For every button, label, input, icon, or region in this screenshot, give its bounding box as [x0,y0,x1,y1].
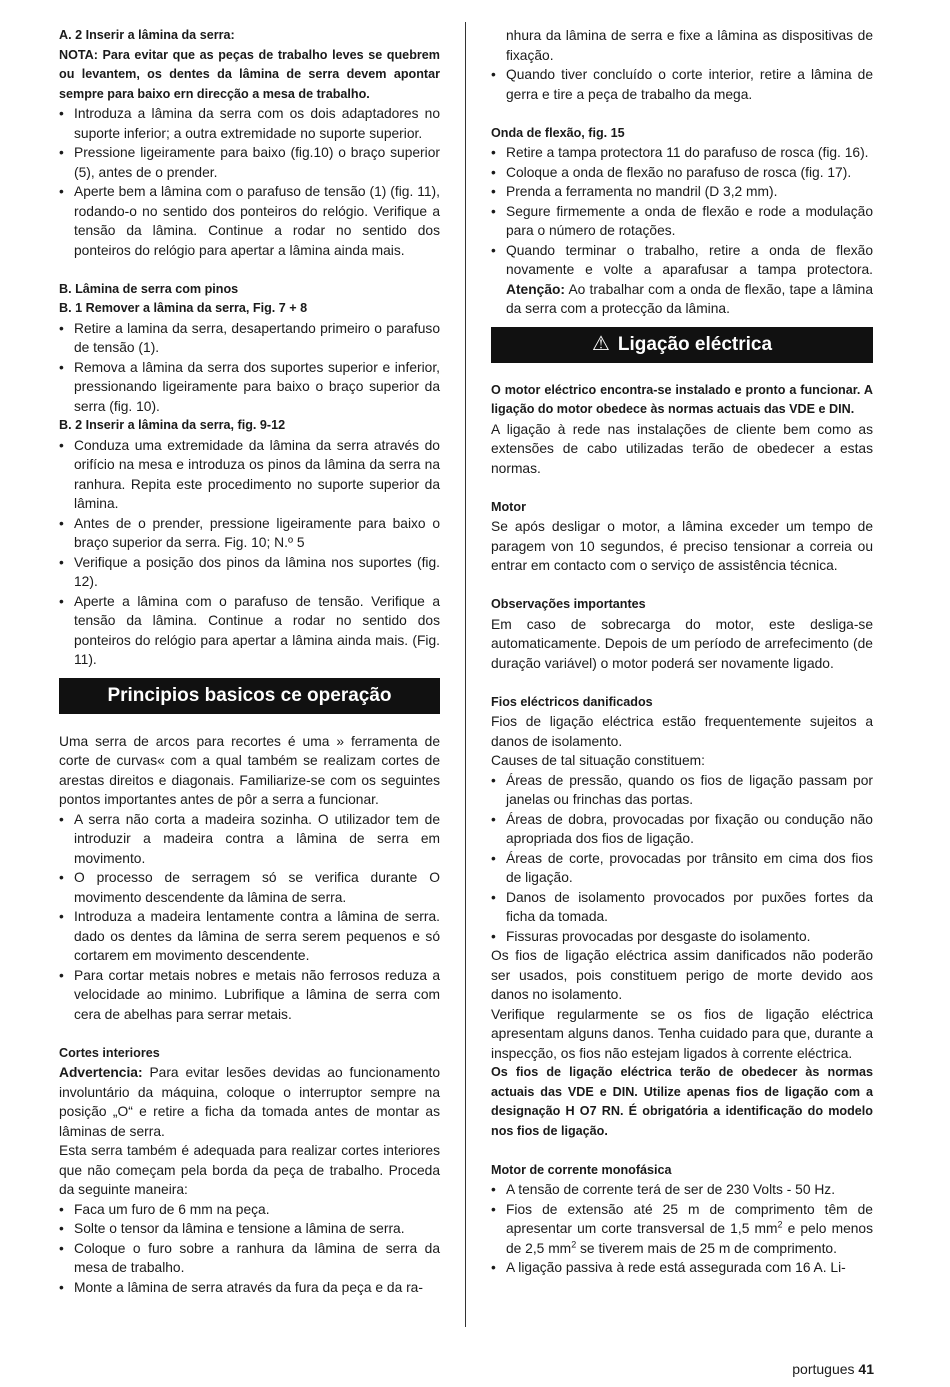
attention-label: Atenção: [506,281,566,297]
list-item [491,26,873,65]
list-item: • Quando tiver concluído o corte interior, retire a lâmina de gerra e tire a peça de trabalho da mega. [491,65,873,104]
cortes-paragraph: Esta serra também é adequada para realizar cortes interiores que não começam pela borda da peça de trabalho. Proceda da seguinte maneira: [59,1143,440,1197]
obs-title: Observações importantes [491,597,646,611]
mono-text: se tiverem mais de 25 m de comprimento. [576,1240,837,1256]
onda-last-text: Quando terminar o trabalho, retire a onda de flexão novamente e volte a aparafusar a tampa protectora. [506,242,873,277]
superscript: 2 [777,1219,783,1230]
column-divider [465,22,466,1327]
list-item: • Introduza a madeira lentamente contra a lâmina de serra. dado os dentes da lâmina de serra serem pequenos e só cortarem em movimento descendente. [59,907,440,966]
list-item: • Fissuras provocadas por desgaste do isolamento. [491,927,873,947]
fios-bold-paragraph: Os fios de ligação eléctrica terão de obedecer às normas actuais das VDE e DIN. Utilize apenas fios de ligação com a designação H O7 RN. É obrigatória a identificação do modelo nos fios de ligação. [491,1065,873,1138]
page-footer [792,1361,874,1377]
banner-title: Principios basicos ce operação [107,684,392,706]
list-item: • Retire a tampa protectora 11 do parafuso de rosca (fig. 16). [491,143,873,163]
elec-paragraph: A ligação à rede nas instalações de cliente bem como as extensões de cabo utilizadas terão de obedecer a estas normas. [491,421,873,476]
list-item: • Solte o tensor da lâmina e tensione a lâmina de serra. [59,1219,440,1239]
cortes-warning [59,1063,440,1141]
list-item: • A ligação passiva à rede está assegurada com 16 A. Li- [491,1258,873,1278]
onda-title: Onda de flexão, fig. 15 [491,125,625,140]
onda-last-tail: Ao trabalhar com a onda de flexão, tape a lâmina da serra com a protecção da lâmina. [506,281,873,316]
intro-paragraph: Uma serra de arcos para recortes é uma » ferramenta de corte de curvas« com a qual também se realizam cortes de arestas direitos e diagonais. Familiarize-se com os seguintes pontos importantes antes de pôr a serra a funcionar. [59,733,440,807]
fios-list [491,771,873,947]
list-item: • A serra não corta a madeira sozinha. O utilizador tem de introduzir a madeira contra a lâmina de serra em movimento. [59,810,440,869]
fios-paragraph: Fios de ligação eléctrica estão frequentemente sujeitos a danos de isolamento. [491,714,873,749]
list-item: • Introduza a lâmina da serra com os dois adaptadores no suporte inferior; a outra extremidade no suporte superior. [59,104,440,143]
list-item: • Coloque o furo sobre a ranhura da lâmina de serra da mesa de trabalho. [59,1239,440,1278]
list-item: • Prenda a ferramenta no mandril (D 3,2 mm). [491,182,873,202]
motor-paragraph: Se após desligar o motor, a lâmina exceder um tempo de paragem von 10 segundos, é preciso tensionar a correia ou entrar em contacto com o serviço de assistência técnica. [491,519,873,573]
superscript: 2 [571,1238,577,1249]
list-item: • Conduza uma extremidade da lâmina da serra através do orifício na mesa e introduza os pinos da lâmina da serra na ranhura. Repita este procedimento no suporte superior da lâmina. [59,436,440,514]
a2-list [59,104,440,260]
list-item: • Monte a lâmina de serra através da fura da peça e da ra- [59,1278,440,1298]
b-title: B. Lâmina de serra com pinos [59,281,239,296]
elec-bold-paragraph: O motor eléctrico encontra-se instalado e pronto a funcionar. A ligação do motor obedece às normas actuais das VDE e DIN. [491,382,873,416]
left-column [59,26,440,1297]
list-item: • Para cortar metais nobres e metais não ferrosos reduza a velocidade ao minimo. Lubrifique a lâmina de serra com cera de abelhas para serrar metais. [59,966,440,1025]
continued-list [491,26,873,104]
section-banner-ligacao [491,327,873,363]
motor-title: Motor [491,499,526,514]
mono-list [491,1180,873,1278]
a2-title: A. 2 Inserir a lâmina da serra: [59,28,235,42]
mono-text: e pelo menos de 2,5 mm [506,1221,873,1256]
list-item [491,1200,873,1259]
list-item: • Áreas de dobra, provocadas por fixação ou condução não apropriada dos fios de ligação. [491,810,873,849]
fios-title: Fios eléctricos danificados [491,694,653,709]
list-item: • Faca um furo de 6 mm na peça. [59,1200,440,1220]
cortes-list [59,1200,440,1298]
list-item: • Coloque a onda de flexão no parafuso de rosca (fig. 17). [491,163,873,183]
fios-paragraph: Os fios de ligação eléctrica assim danificados não poderão ser usados, pois constituem perigo de morte devido aos danos no isolamento. [491,948,873,1002]
list-item: • Áreas de pressão, quando os fios de ligação passam por janelas ou frinchas das portas. [491,771,873,810]
list-item: • Aperte bem a lâmina com o parafuso de tensão (1) (fig. 11), rodando-o no sentido dos ponteiros do relógio. Verifique a tensão da lâmina. Continue a rodar no sentido dos ponteiros do relógio para apertar a lâmina ainda mais. [59,182,440,260]
continued-text: nhura da lâmina de serra e fixe a lâmina as dispositivas de fixação. [506,28,873,63]
intro-list [59,810,440,1025]
list-item: • Danos de isolamento provocados por puxões fortes da ficha da tomada. [491,888,873,927]
fios-paragraph: Causes de tal situação constituem: [491,753,705,768]
cortes-title: Cortes interiores [59,1045,160,1060]
mono-title: Motor de corrente monofásica [491,1162,672,1177]
list-item: • Áreas de corte, provocadas por trânsito em cima dos fios de ligação. [491,849,873,888]
warning-label: Advertencia: [59,1065,143,1080]
footer-language: portugues [792,1361,855,1377]
warning-triangle-icon: ⚠ [591,332,610,355]
banner-title: Ligação eléctrica [617,333,773,355]
a2-note: NOTA: Para evitar que as peças de trabalho leves se quebrem ou levantem, os dentes da lâmina de serra devem apontar sempre para baixo ern direcção a mesa de trabalho. [59,47,440,101]
list-item: • Verifique a posição dos pinos da lâmina nos suportes (fig. 12). [59,553,440,592]
section-banner-operacao [59,678,440,714]
list-item: • Retire a lamina da serra, desapertando primeiro o parafuso de tensão (1). [59,319,440,358]
list-item: • Segure firmemente a onda de flexão e rode a modulação para o número de rotações. [491,202,873,241]
b1-title: B. 1 Remover a lâmina da serra, Fig. 7 + 8 [59,301,308,315]
list-item: • Aperte a lâmina com o parafuso de tensão. Verifique a tensão da lâmina. Continue a rodar no sentido dos ponteiros do relógio para apertar a lâmina ainda mais. (Fig. 11). [59,592,440,670]
obs-paragraph: Em caso de sobrecarga do motor, este desliga-se automaticamente. Depois de um período de arrefecimento (de duração variável) o motor poderá ser novamente ligado. [491,616,873,671]
b2-title: B. 2 Inserir a lâmina da serra, fig. 9-12 [59,418,286,432]
mono-text: Fios de extensão até 25 m de comprimento têm de apresentar um corte transversal de 1,5 mm [506,1201,873,1236]
b2-list [59,436,440,670]
list-item: • Remova a lâmina da serra dos suportes superior e inferior, pressionando ligeiramente para baixo o braço superior da serra (fig. 10). [59,358,440,417]
warning-text: Para evitar lesões devidas ao funcionamento involuntário da máquina, coloque o interruptor sempre na posição „O“ e retire a ficha da tomada antes de montar as lâminas de serra. [59,1065,440,1139]
list-item [491,241,873,319]
right-column [491,26,873,1278]
onda-list [491,143,873,319]
list-item: • Antes de o prender, pressione ligeiramente para baixo o braço superior da serra. Fig. 10; N.º 5 [59,514,440,553]
list-item: • O processo de serragem só se verifica durante O movimento descendente da lâmina de serra. [59,868,440,907]
fios-paragraph: Verifique regularmente se os fios de ligação eléctrica apresentam alguns danos. Tenha cuidado para que, durante a inspecção, os fios não estejam ligados à corrente eléctrica. [491,1006,873,1061]
page-number: 41 [858,1361,874,1377]
list-item: • A tensão de corrente terá de ser de 230 Volts - 50 Hz. [491,1180,873,1200]
b1-list [59,319,440,417]
list-item: • Pressione ligeiramente para baixo (fig.10) o braço superior (5), antes de o prender. [59,143,440,182]
